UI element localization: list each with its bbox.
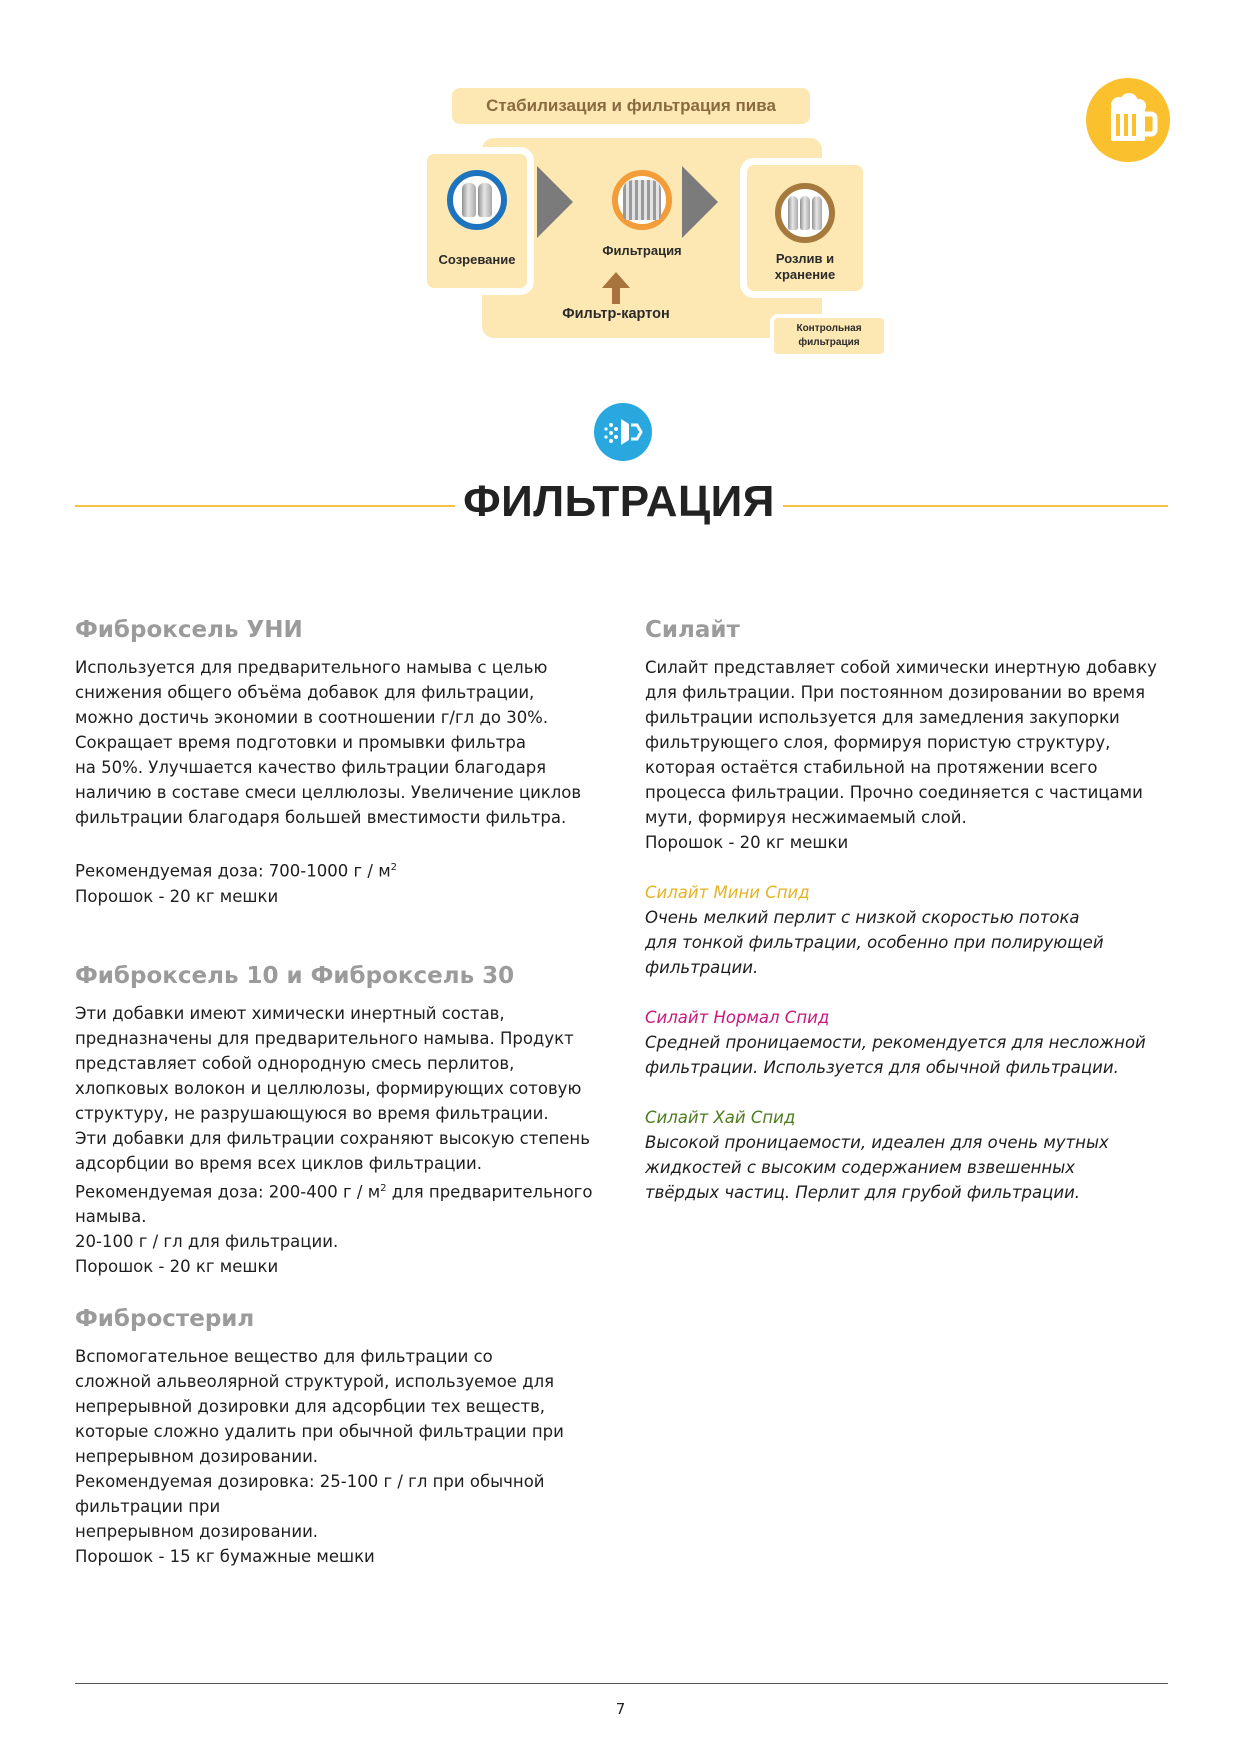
control-filtration-box [770,314,888,358]
variant-name-normal-speed: Силайт Нормал Спид [645,1008,830,1027]
section-title-fibrosteril: Фибростерил [75,1306,255,1332]
bottling-tank-icon [775,183,835,243]
section-dose [75,830,605,884]
stage-maturation [420,147,534,295]
arrow-up-icon [602,272,630,304]
right-column [645,615,1175,1205]
section-title-fibroxel-uni: Фиброксель УНИ [75,617,303,643]
heading-rule-left [75,505,455,507]
section-title-fibroxel-10-30: Фиброксель 10 и Фиброксель 30 [75,962,515,989]
stage-bottling-label: Розлив и хранение [774,251,836,282]
variant-desc-mini-speed: Очень мелкий перлит с низкой скоростью потока для тонкой фильтрации, особенно при полирующей фильтрации. [645,908,1104,977]
variant-name-high-speed: Силайт Хай Спид [645,1108,796,1127]
variant-desc-high-speed: Высокой проницаемости, идеален для очень мутных жидкостей с высоким содержанием взвешенных твёрдых частиц. Перлит для грубой фильтрации. [645,1133,1109,1202]
dose-text: Рекомендуемая доза: 700-1000 г / м [75,861,391,881]
variant-desc-normal-speed: Средней проницаемости, рекомендуется для несложной фильтрации. Используется для обычной фильтрации. [645,1033,1146,1077]
page-number: 7 [615,1700,626,1718]
chevron-right-icon [682,166,718,238]
diagram-title: Стабилизация и фильтрация пива [452,88,810,124]
section-dose [75,1176,605,1230]
chevron-right-icon [537,166,573,238]
section-body: Используется для предварительного намыва с целью снижения общего объёма добавок для фильтрации, можно достичь экономии в соотношении г/гл до 30%. Сокращает время подготовки и промывки фильтра на 50%. Улучшается качество фильтрации благодаря наличию в составе смеси целлюлозы. Увеличение циклов фильтрации благодаря большей вместимости фильтра. [75,658,582,827]
variant-name-mini-speed: Силайт Мини Спид [645,883,810,902]
left-column [75,615,605,1569]
section-packaging: Порошок - 20 кг мешки [75,1257,279,1276]
section-packaging: Порошок - 20 кг мешки [645,833,849,852]
section-title-silite: Силайт [645,617,740,643]
filter-tank-icon [612,170,672,230]
footer-rule [75,1683,1168,1684]
section-body: Вспомогательное вещество для фильтрации со сложной альвеолярной структурой, используемое для непрерывной дозировки для адсорбции тех веществ, которые сложно удалить при обычной фильтрации при непрерывном дозировании. Рекомендуемая дозировка: 25-100 г / гл при обычной фильтрации при непрерывном дозировании. [75,1347,564,1541]
section-dose-filtration: 20-100 г / гл для фильтрации. [75,1232,339,1251]
stage-bottling [740,158,870,298]
section-body: Силайт представляет собой химически инертную добавку для фильтрации. При постоянном дозировании во время фильтрации используется для замедления закупорки фильтрующего слоя, формируя пористую структуру, которая остаётся стабильной на протяжении всего процесса фильтрации. Прочно соединяется с частицами мути, формируя несжимаемый слой. [645,658,1157,827]
beer-mug-icon [1086,78,1170,162]
section-packaging: Порошок - 20 кг мешки [75,886,279,906]
heading-rule-right [783,505,1168,507]
filter-icon [594,403,652,461]
dose-text: Рекомендуемая доза: 200-400 г / м [75,1182,381,1201]
stage-maturation-label: Созревание [438,252,516,267]
page-title: ФИЛЬТРАЦИЯ [463,477,775,526]
section-body: Эти добавки имеют химически инертный состав, предназначены для предварительного намыва. Продукт представляет собой однородную смесь перлитов, хлопковых волокон и целлюлозы, формирующих сотовую структуру, не разрушающуюся во время фильтрации. Эти добавки для фильтрации сохраняют высокую степень адсорбции во время всех циклов фильтрации. [75,1003,590,1173]
section-packaging: Порошок - 15 кг бумажные мешки [75,1547,375,1566]
dose-superscript: 2 [380,1182,387,1194]
stage-filtration-label: Фильтрация [602,243,682,258]
dose-superscript: 2 [390,862,398,873]
maturation-tank-icon [447,170,507,230]
control-filtration-label: Контрольная фильтрация [796,323,862,348]
dose-suffix: для предварительного намыва. [75,1182,593,1226]
diagram-input-label: Фильтр-картон [562,306,670,322]
